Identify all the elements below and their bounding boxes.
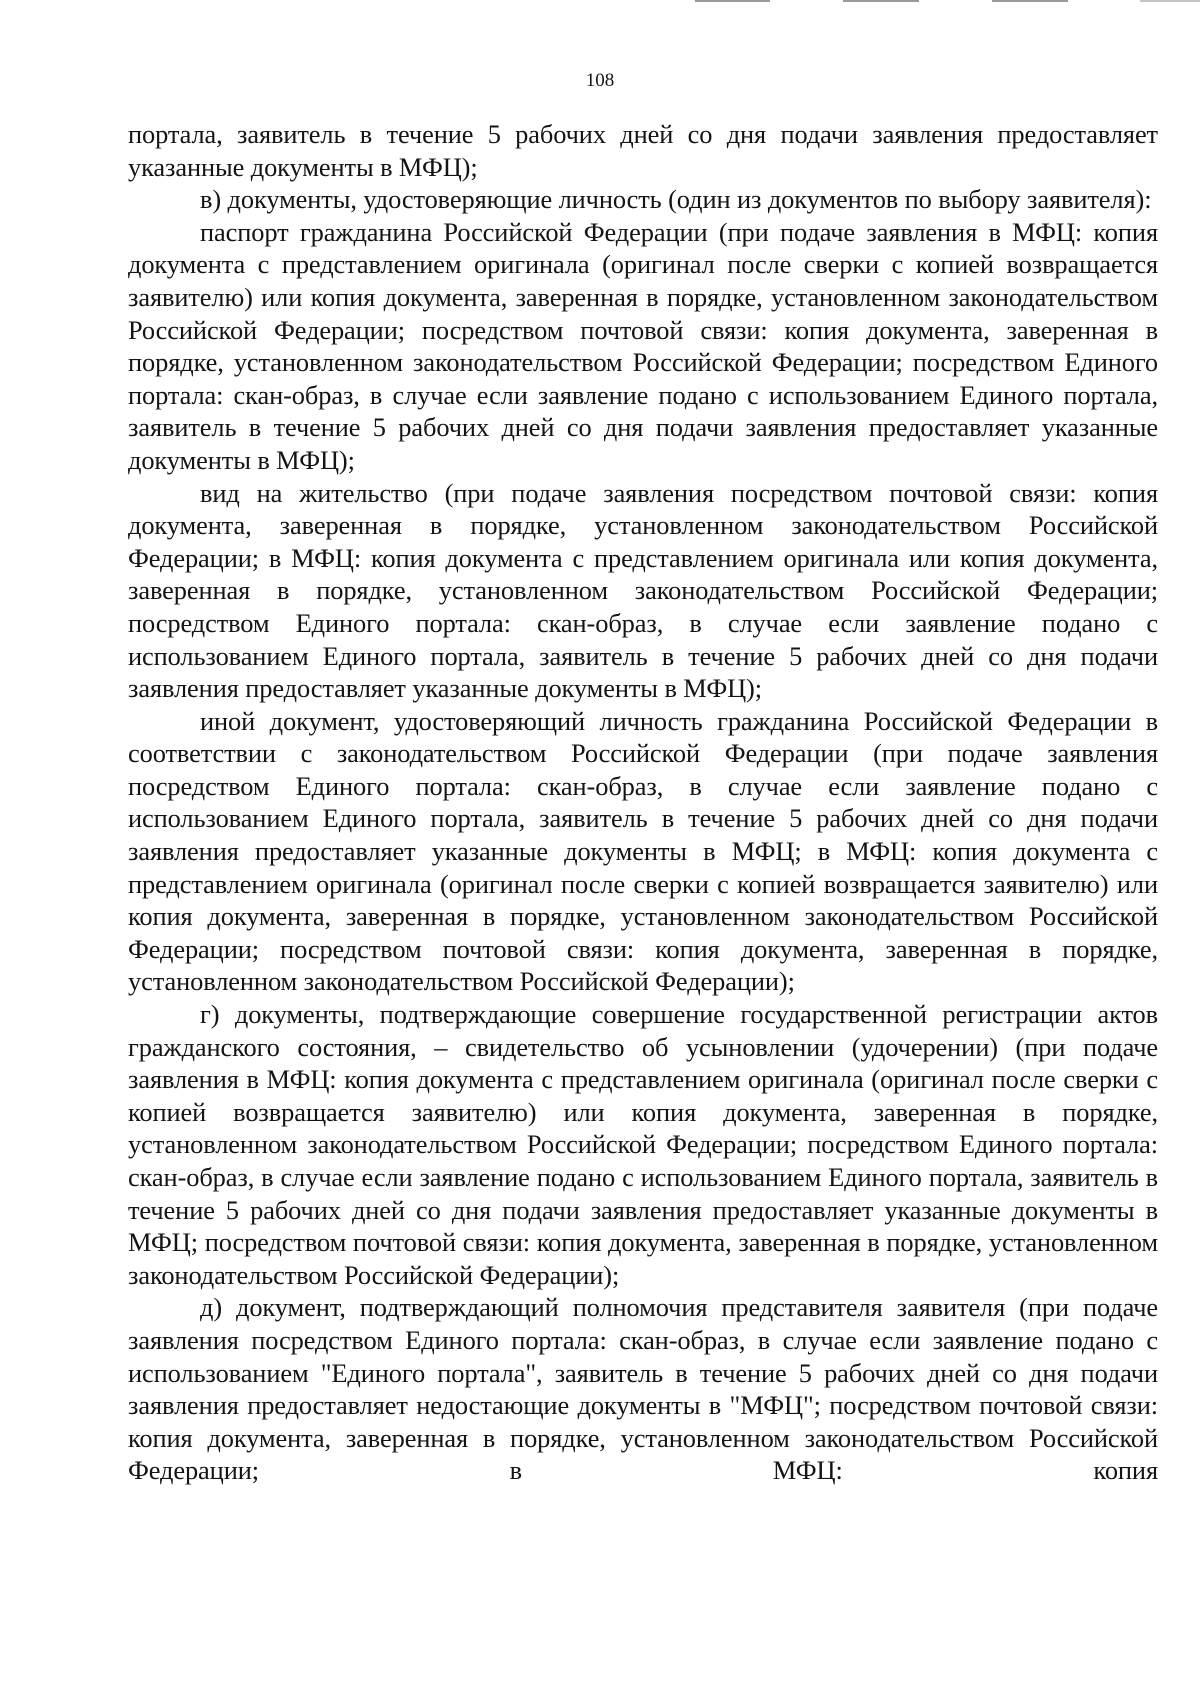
paragraph-residence-permit: вид на жительство (при подаче заявления посредством почтовой связи: копия документа, заверенная в порядке, установленном законодательством Российской Федерации; в МФЦ: копия документа с представлением оригинала или копия документа, заверенная в порядке, установленном законодательством Российской Федерации; посредством Единого портала: скан-образ, в случае если заявление подано с использованием Единого портала, заявитель в течение 5 рабочих дней со дня подачи заявления предоставляет указанные документы в МФЦ); — [128, 477, 1158, 704]
paragraph-item-d: д) документ, подтверждающий полномочия представителя заявителя (при подаче заявления посредством Единого портала: скан-образ, в случае если заявление подано с использованием "Единого портала", заявитель в течение 5 рабочих дней со дня подачи заявления предоставляет недостающие документы в "МФЦ"; посредством почтовой связи: копия документа, заверенная в порядке, установленном законодательством Российской Федерации; в МФЦ: копия — [128, 1292, 1158, 1486]
page-number: 108 — [585, 70, 615, 91]
paragraph-item-v: в) документы, удостоверяющие личность (один из документов по выбору заявителя): — [200, 184, 1152, 215]
scan-edge-line — [992, 0, 1068, 2]
document-body — [128, 118, 1158, 1487]
scan-edge-line — [843, 0, 919, 2]
paragraph-item-g: г) документы, подтверждающие совершение государственной регистрации актов гражданского состояния, – свидетельство об усыновлении (удочерении) (при подаче заявления в МФЦ: копия документа с представлением оригинала (оригинал после сверки с копией возвращается заявителю) или копия документа, заверенная в порядке, установленном законодательством Российской Федерации; посредством Единого портала: скан-образ, в случае если заявление подано с использованием Единого портала, заявитель в течение 5 рабочих дней со дня подачи заявления предоставляет указанные документы в МФЦ; посредством почтовой связи: копия документа, заверенная в порядке, установленном законодательством Российской Федерации); — [128, 999, 1158, 1290]
paragraph-other-identity-document: иной документ, удостоверяющий личность гражданина Российской Федерации в соответствии с законодательством Российской Федерации (при подаче заявления посредством Единого портала: скан-образ, в случае если заявление подано с использованием Единого портала, заявитель в течение 5 рабочих дней со дня подачи заявления предоставляет указанные документы в МФЦ; в МФЦ: копия документа с представлением оригинала (оригинал после сверки с копией возвращается заявителю) или копия документа, заверенная в порядке, установленном законодательством Российской Федерации; посредством почтовой связи: копия документа, заверенная в порядке, установленном законодательством Российской Федерации); — [128, 705, 1158, 997]
paragraph-continuation: портала, заявитель в течение 5 рабочих дней со дня подачи заявления предоставляет указанные документы в МФЦ); — [128, 119, 1158, 182]
paragraph-passport: паспорт гражданина Российской Федерации (при подаче заявления в МФЦ: копия документа с представлением оригинала (оригинал после сверки с копией возвращается заявителю) или копия документа, заверенная в порядке, установленном законодательством Российской Федерации; посредством почтовой связи: копия документа, заверенная в порядке, установленном законодательством Российской Федерации; посредством Единого портала: скан-образ, в случае если заявление подано с использованием Единого портала, заявитель в течение 5 рабочих дней со дня подачи заявления предоставляет указанные документы в МФЦ); — [128, 216, 1158, 475]
scan-edge-line — [695, 0, 770, 2]
scan-edge-line — [1140, 0, 1200, 2]
